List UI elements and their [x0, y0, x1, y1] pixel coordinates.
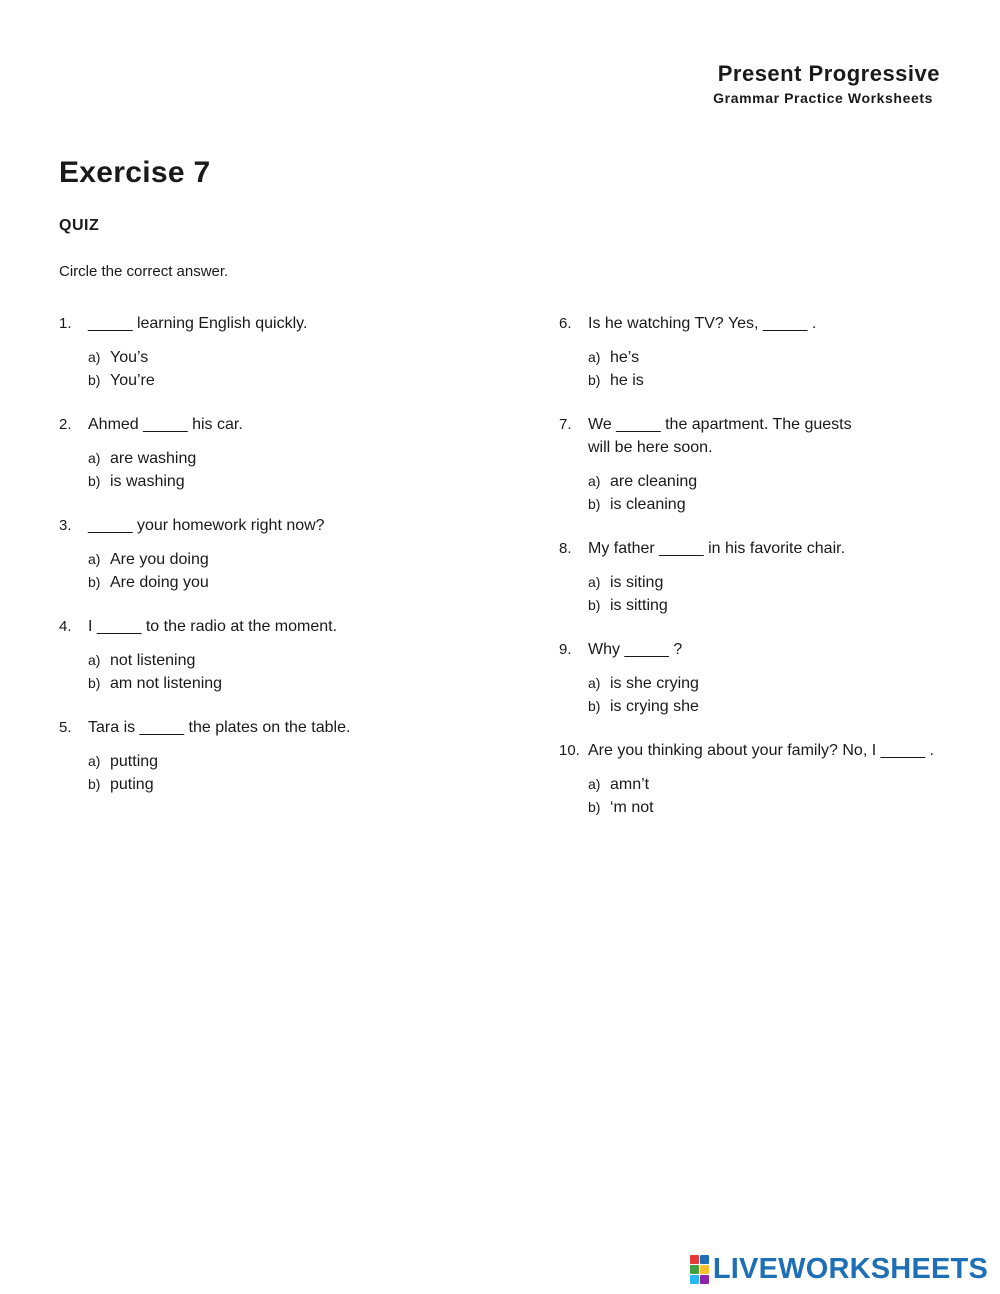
instruction-text: Circle the correct answer. [59, 263, 229, 280]
logo-tile [690, 1265, 699, 1274]
question-text: My father _____ in his favorite chair. [588, 540, 846, 557]
answer-option-a[interactable] [588, 672, 979, 695]
option-text: is crying she [610, 698, 699, 715]
option-text: Are doing you [110, 574, 209, 591]
answer-option-b[interactable] [588, 594, 979, 617]
option-letter: b) [588, 597, 601, 613]
answer-option-b[interactable] [88, 571, 519, 594]
question-text: _____ your homework right now? [88, 517, 325, 534]
option-text: am not listening [110, 675, 223, 692]
answer-option-b[interactable] [88, 672, 519, 695]
section-label: QUIZ [59, 217, 100, 234]
option-letter: a) [88, 652, 101, 668]
answer-option-a[interactable] [88, 750, 519, 773]
question-text: _____ learning English quickly. [88, 315, 308, 332]
option-letter: b) [588, 496, 601, 512]
question-number: 10. [559, 742, 580, 759]
option-text: ‘m not [610, 799, 654, 816]
worksheet-title: Present Progressive [717, 61, 940, 86]
answer-option-a[interactable] [588, 470, 979, 493]
answer-option-a[interactable] [88, 346, 519, 369]
question-number: 8. [559, 540, 572, 557]
option-letter: a) [88, 349, 101, 365]
question-4 [59, 615, 519, 695]
option-text: he’s [610, 349, 640, 366]
option-text: are washing [110, 450, 197, 467]
option-text: is she crying [610, 675, 699, 692]
answer-option-b[interactable] [588, 369, 979, 392]
option-letter: a) [588, 776, 601, 792]
question-text: I _____ to the radio at the moment. [88, 618, 338, 635]
question-number: 1. [59, 315, 72, 332]
option-letter: b) [588, 698, 601, 714]
option-text: You’s [110, 349, 149, 366]
logo-tile [700, 1275, 709, 1284]
option-text: is sitting [610, 597, 668, 614]
question-text: We _____ the apartment. The guests will be here soon. [588, 416, 852, 456]
question-text: Why _____ ? [588, 641, 683, 658]
question-7 [559, 413, 979, 516]
question-number: 7. [559, 416, 572, 433]
question-10 [559, 739, 979, 819]
option-text: puting [110, 776, 154, 793]
option-text: not listening [110, 652, 196, 669]
questions-right-column [559, 312, 979, 840]
questions-left-column [59, 312, 519, 817]
option-letter: a) [88, 450, 101, 466]
option-letter: b) [88, 574, 101, 590]
question-text: Ahmed _____ his car. [88, 416, 243, 433]
option-letter: b) [88, 473, 101, 489]
question-number: 4. [59, 618, 72, 635]
question-text: Are you thinking about your family? No, I _____ . [588, 742, 934, 759]
option-text: amn’t [610, 776, 650, 793]
option-text: putting [110, 753, 159, 770]
question-8 [559, 537, 979, 617]
option-text: is cleaning [610, 496, 686, 513]
option-text: are cleaning [610, 473, 698, 490]
answer-option-b[interactable] [88, 773, 519, 796]
answer-option-a[interactable] [588, 346, 979, 369]
option-text: Are you doing [110, 551, 209, 568]
liveworksheets-logo[interactable] [690, 1254, 988, 1284]
answer-option-b[interactable] [588, 796, 979, 819]
worksheet-subtitle: Grammar Practice Worksheets [713, 90, 933, 106]
question-2 [59, 413, 519, 493]
option-text: is siting [610, 574, 664, 591]
question-3 [59, 514, 519, 594]
answer-option-b[interactable] [88, 470, 519, 493]
option-letter: a) [588, 675, 601, 691]
answer-option-a[interactable] [88, 447, 519, 470]
answer-option-a[interactable] [588, 571, 979, 594]
answer-option-a[interactable] [588, 773, 979, 796]
question-number: 3. [59, 517, 72, 534]
logo-mark-icon [690, 1255, 709, 1284]
question-number: 9. [559, 641, 572, 658]
option-letter: a) [88, 551, 101, 567]
option-letter: a) [588, 349, 601, 365]
question-5 [59, 716, 519, 796]
option-letter: b) [88, 776, 101, 792]
exercise-title: Exercise 7 [59, 156, 211, 189]
worksheet-header [713, 60, 940, 108]
question-1 [59, 312, 519, 392]
question-text: Tara is _____ the plates on the table. [88, 719, 351, 736]
option-text: is washing [110, 473, 185, 490]
option-letter: a) [588, 574, 601, 590]
answer-option-a[interactable] [88, 548, 519, 571]
option-letter: b) [588, 799, 601, 815]
answer-option-b[interactable] [588, 493, 979, 516]
option-letter: a) [588, 473, 601, 489]
question-number: 5. [59, 719, 72, 736]
logo-tile [700, 1255, 709, 1264]
question-text: Is he watching TV? Yes, _____ . [588, 315, 817, 332]
option-letter: b) [88, 675, 101, 691]
logo-text: LIVEWORKSHEETS [712, 1253, 988, 1285]
answer-option-b[interactable] [88, 369, 519, 392]
question-number: 6. [559, 315, 572, 332]
question-number: 2. [59, 416, 72, 433]
logo-tile [700, 1265, 709, 1274]
answer-option-a[interactable] [88, 649, 519, 672]
option-letter: b) [588, 372, 601, 388]
question-9 [559, 638, 979, 718]
option-letter: b) [88, 372, 101, 388]
option-text: he is [610, 372, 644, 389]
question-6 [559, 312, 979, 392]
option-text: You’re [110, 372, 155, 389]
answer-option-b[interactable] [588, 695, 979, 718]
logo-tile [690, 1275, 699, 1284]
option-letter: a) [88, 753, 101, 769]
logo-tile [690, 1255, 699, 1264]
